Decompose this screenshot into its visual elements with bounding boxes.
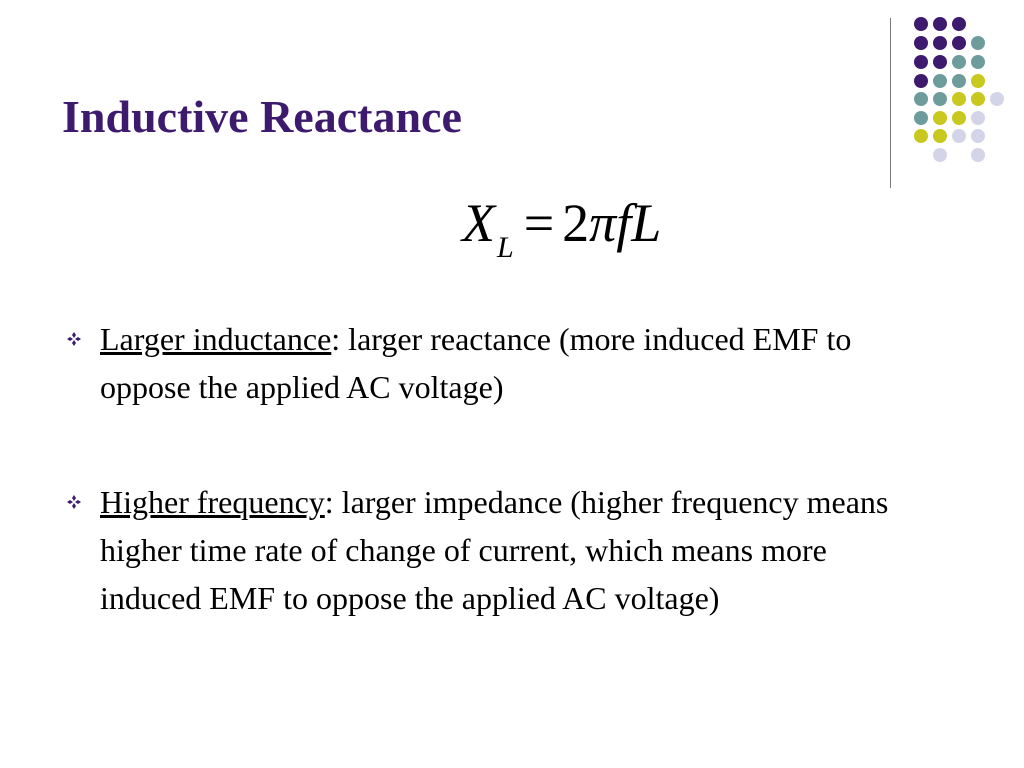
decorative-dot: [971, 55, 985, 69]
decorative-dot: [914, 111, 928, 125]
formula-equals: =: [523, 193, 555, 253]
formula-coefficient: 2: [562, 193, 590, 253]
decorative-dot: [933, 148, 947, 162]
decorative-dot: [933, 92, 947, 106]
decorative-dot: [914, 17, 928, 31]
decorative-dot: [952, 36, 966, 50]
decorative-dot: [952, 55, 966, 69]
diamond-bullet-icon: [66, 331, 82, 347]
decorative-dot: [971, 36, 985, 50]
formula-symbol-x: X: [462, 193, 495, 253]
formula-pi: π: [589, 193, 617, 253]
decorative-dot-grid: [0, 0, 1024, 200]
decorative-dot: [933, 36, 947, 50]
decorative-dot: [952, 111, 966, 125]
decorative-dot: [971, 148, 985, 162]
bullet-text: [100, 315, 936, 411]
decorative-dot: [952, 92, 966, 106]
bullet-item: [66, 315, 936, 411]
decorative-dot: [914, 129, 928, 143]
decorative-dot: [914, 36, 928, 50]
bullet-description: : larger reactance (more induced EMF to oppose the applied AC voltage): [100, 321, 852, 405]
bullet-term: Larger inductance: [100, 321, 332, 357]
decorative-dot: [933, 55, 947, 69]
decorative-dot: [990, 92, 1004, 106]
reactance-formula: [462, 193, 662, 264]
decorative-dot: [914, 74, 928, 88]
diamond-bullet-icon: [66, 494, 82, 510]
formula-subscript-l: L: [497, 231, 514, 264]
bullet-item: [66, 478, 936, 622]
decorative-dot: [933, 17, 947, 31]
formula-inductance: L: [631, 193, 662, 253]
bullet-term: Higher frequency: [100, 484, 325, 520]
decorative-dot: [933, 111, 947, 125]
decorative-dot: [952, 129, 966, 143]
decorative-dot: [971, 111, 985, 125]
decorative-dot: [914, 92, 928, 106]
slide-title: Inductive Reactance: [62, 91, 462, 142]
decorative-dot: [933, 129, 947, 143]
decorative-dot: [952, 17, 966, 31]
decorative-dot: [971, 129, 985, 143]
decorative-dot: [971, 74, 985, 88]
decorative-dot: [914, 55, 928, 69]
bullet-text: [100, 478, 936, 622]
decorative-dot: [933, 74, 947, 88]
decorative-dot: [952, 74, 966, 88]
bullet-description: : larger impedance (higher frequency means higher time rate of change of current, which means more induced EMF to oppose the applied AC voltage): [100, 484, 889, 616]
decorative-dot: [971, 92, 985, 106]
formula-frequency: f: [616, 193, 632, 253]
